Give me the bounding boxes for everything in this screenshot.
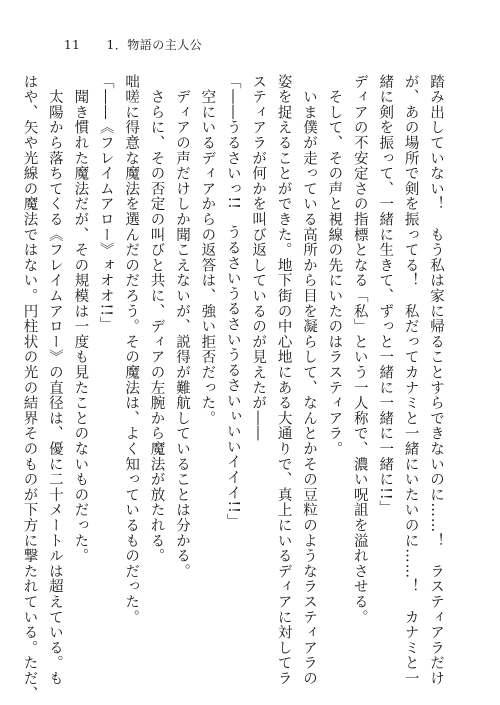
text-line: さらに、その否定の叫びと共に、ディアの左腕から魔法が放たれる。 (148, 74, 165, 564)
text-line: ディアの声だけしか聞こえないが、説得が難航していることは分かる。 (173, 74, 190, 579)
text-line: 踏み出していない！ もう私は家に帰ることすらできないのに……！ ラスティアラだけ (428, 74, 444, 686)
text-line: 空にいるディアからの返答は、強い拒否だった。 (199, 74, 216, 426)
vertical-body-text (21, 74, 448, 702)
page-number: 11 (64, 38, 81, 52)
text-line: 姿を捉えることができた。地下街の中心地にある大通りで、真上にいるディアに対してラ (275, 74, 292, 686)
text-line: 聞き慣れた魔法だが、その規模は一度も見たことのないものだった。 (72, 74, 89, 564)
text-line: 咄嗟に得意な魔法を選んだのだろう。その魔法は、よく知っているものだった。 (123, 74, 140, 625)
page-header (64, 36, 202, 53)
text-line: はや、矢や光線の魔法ではない。円柱状の光の結界そのものが下方に撃たれている。ただ、 (21, 74, 38, 702)
text-line: 「――《フレイムアロー》ォオオ!!」 (97, 74, 114, 333)
text-line: 太陽から落ちてくる《フレイムアロー》の直径は、優に二十メートルは超えている。も (46, 74, 63, 686)
text-line: いま僕が走っている高所から目を凝らして、なんとかその豆粒のようなラスティアラの (300, 74, 317, 686)
text-line: 緒に剣を振って、一緒に生きて、ずっと一緒に一緒に一緒に!!」 (377, 74, 394, 516)
text-line: が、あの場所で剣を振ってる！ 私だってカナミと一緒にいたいのに……！ カナミと一 (402, 74, 419, 686)
text-line: そして、その声と視線の先にいたのはラスティアラ。 (326, 74, 343, 457)
text-line: ディアの不安定さの指標となる「私」という一人称で、濃い呪詛を溢れさせる。 (351, 74, 368, 625)
text-line: スティアラが何かを叫び返しているのが見えたが―― (250, 74, 267, 442)
chapter-title: 1．物語の主人公 (106, 38, 203, 52)
text-line: 「――うるさいっ!! うるさいうるさいうるさいぃいいイイイ!!」 (224, 74, 241, 529)
